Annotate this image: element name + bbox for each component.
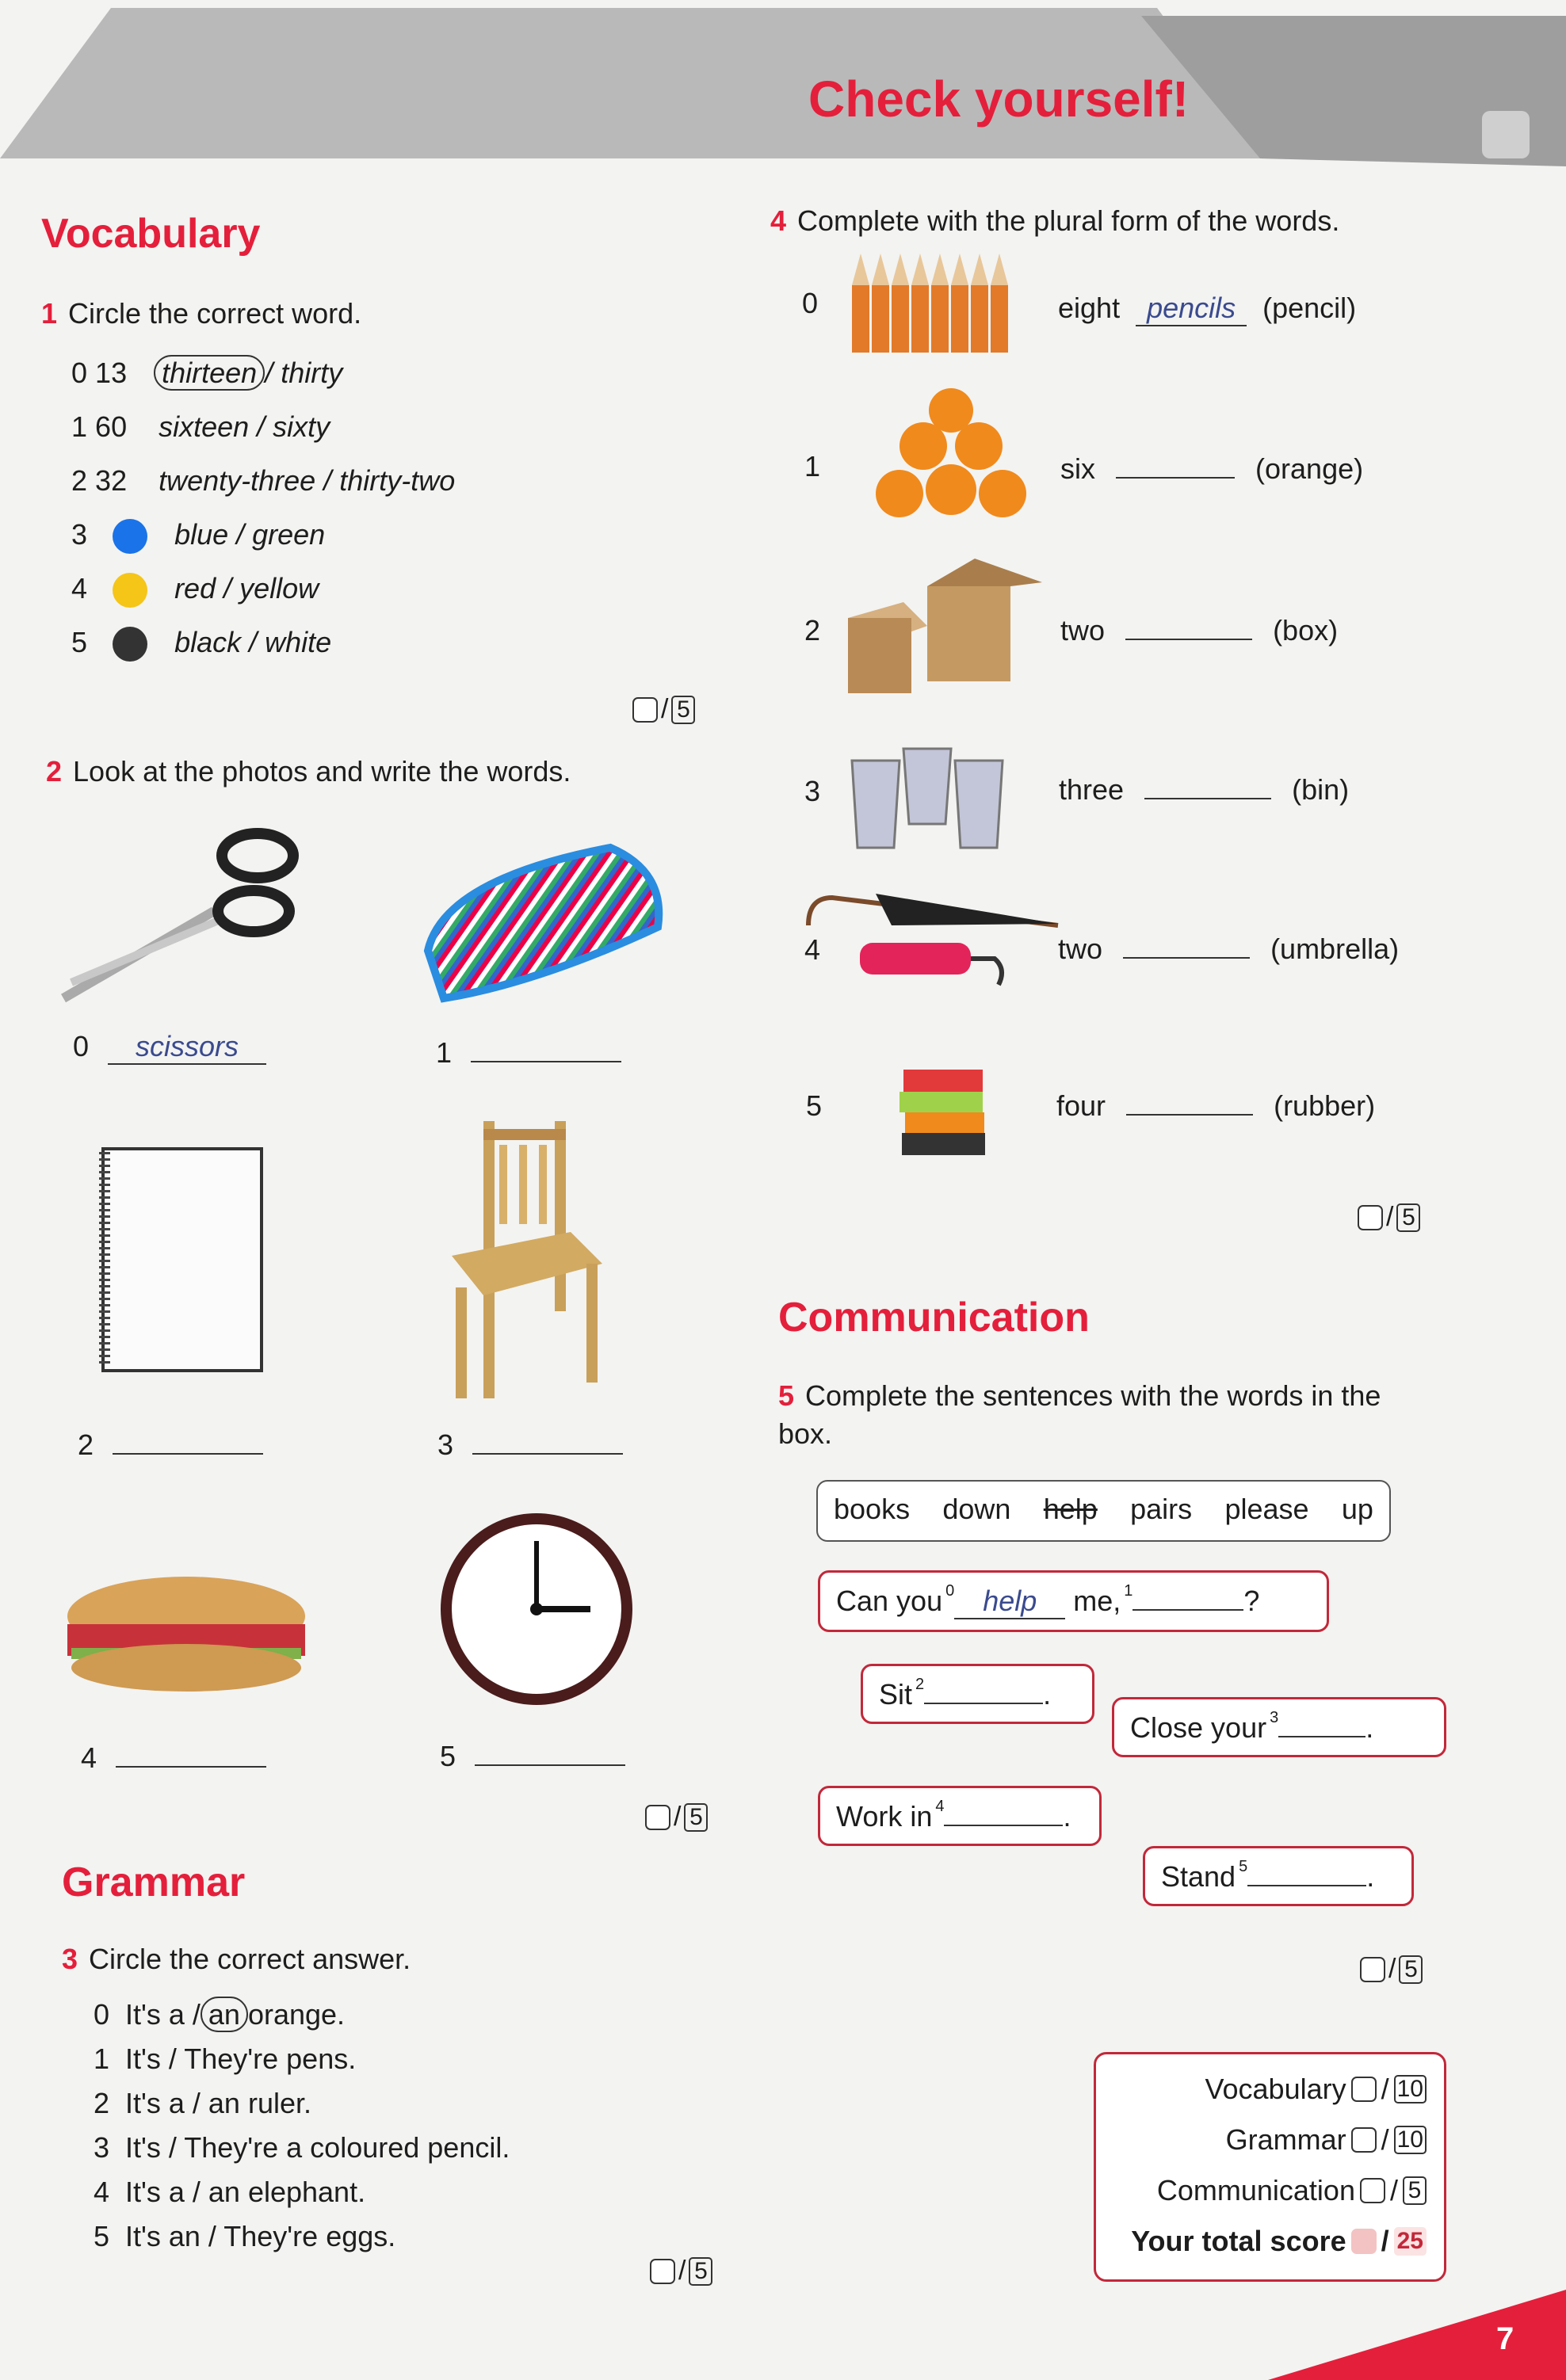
score-input[interactable] <box>632 697 658 723</box>
ex3-item-1[interactable]: 1 It's / They're pens. <box>94 2042 357 2075</box>
boxes-icon <box>840 555 1046 697</box>
rubbers-icon <box>896 1062 995 1161</box>
ex1-item-4[interactable]: 4 red / yellow <box>71 572 319 608</box>
answer-blank <box>1125 612 1252 640</box>
ex3-item-4[interactable]: 4 It's a / an elephant. <box>94 2176 366 2208</box>
ex3-item-5[interactable]: 5 It's an / They're eggs. <box>94 2220 396 2252</box>
answer-blank <box>1132 1582 1243 1611</box>
answer-blank <box>116 1739 266 1768</box>
score-input[interactable] <box>1360 2178 1385 2203</box>
clock-icon <box>440 1509 634 1711</box>
ex4-item-2-number: 2 <box>804 614 821 646</box>
total-score-input[interactable] <box>1351 2229 1377 2254</box>
ex4-item-4[interactable]: two (umbrella) <box>1058 930 1399 966</box>
answer-blank <box>944 1798 1063 1826</box>
ex3-item-0[interactable]: 0 It's a / an orange. <box>94 1998 346 2031</box>
ex4-score: / 5 <box>1358 1202 1420 1233</box>
score-summary <box>1094 2052 1446 2282</box>
answer-blank <box>472 1426 623 1455</box>
ex1-circled-answer: thirteen <box>154 355 265 391</box>
speech-bubble-2[interactable]: Sit $^2$ . <box>861 1664 1094 1724</box>
answer-blank <box>475 1737 625 1766</box>
answer-blank <box>1247 1858 1366 1886</box>
ex4-item-2[interactable]: two (box) <box>1060 612 1338 647</box>
ex4-item-3-number: 3 <box>804 775 821 807</box>
answer-blank <box>1126 1087 1253 1116</box>
speech-bubble-1[interactable]: Can you $^0$ help me, $^1$ ? <box>818 1570 1329 1632</box>
ex4-instruction: 4 Complete with the plural form of the words. <box>770 204 1340 237</box>
ex4-item-0-number: 0 <box>802 287 819 319</box>
summary-row-grammar: Grammar / 10 <box>1096 2115 1444 2165</box>
ex3-instruction: 3 Circle the correct answer. <box>62 1943 411 1975</box>
score-input[interactable] <box>645 1805 670 1830</box>
scissors-icon <box>55 824 317 1006</box>
ex1-item-5[interactable]: 5 black / white <box>71 626 331 662</box>
score-input[interactable] <box>1351 2077 1377 2102</box>
word-box: books down help pairs please up <box>816 1480 1391 1542</box>
pencils-icon <box>848 254 1014 353</box>
summary-row-communication: Communication / 5 <box>1096 2165 1444 2216</box>
score-input[interactable] <box>1351 2127 1377 2153</box>
answer-blank <box>1116 450 1235 479</box>
ex3-score: / 5 <box>650 2256 712 2287</box>
page-number: 7 <box>1496 2321 1514 2356</box>
bins-icon <box>848 745 1022 856</box>
ex4-item-3[interactable]: three (bin) <box>1059 771 1349 807</box>
umbrellas-icon <box>796 886 1070 1001</box>
pencil-case-icon <box>412 832 666 1006</box>
vocabulary-heading: Vocabulary <box>41 211 261 257</box>
speech-bubble-4[interactable]: Work in $^4$ . <box>818 1786 1102 1846</box>
ex4-item-0[interactable]: eight pencils (pencil) <box>1058 292 1356 326</box>
answer-blank <box>1144 771 1271 799</box>
ex4-item-1[interactable]: six (orange) <box>1060 450 1363 486</box>
ex1-instruction: 1 Circle the correct word. <box>41 297 362 330</box>
sandwich-icon <box>52 1569 321 1703</box>
grammar-heading: Grammar <box>62 1859 246 1905</box>
summary-row-total: Your total score / 25 <box>1096 2216 1444 2267</box>
ex2-item-0[interactable]: 0 scissors <box>73 1030 266 1065</box>
answer-blank <box>924 1676 1043 1704</box>
ex3-circled-answer: an <box>201 1997 248 2032</box>
answer-blank <box>113 1426 263 1455</box>
ex2-item-4[interactable]: 4 <box>81 1739 266 1775</box>
communication-heading: Communication <box>778 1295 1090 1341</box>
yellow-paint-splash-icon <box>113 573 147 608</box>
ex2-item-2[interactable]: 2 <box>78 1426 263 1462</box>
ex1-item-1[interactable]: 1 60 sixteen / sixty <box>71 410 330 443</box>
page-corner <box>1268 2282 1566 2380</box>
ex2-item-5[interactable]: 5 <box>440 1737 625 1773</box>
ex1-item-2[interactable]: 2 32 twenty-three / thirty-two <box>71 464 456 497</box>
oranges-icon <box>876 387 1026 533</box>
ex4-item-5-number: 5 <box>806 1089 823 1122</box>
ex5-score: / 5 <box>1360 1954 1423 1985</box>
ex4-item-1-number: 1 <box>804 450 821 482</box>
ex2-instruction: 2 Look at the photos and write the words. <box>46 755 571 788</box>
ex2-score: / 5 <box>645 1802 708 1833</box>
ex4-item-5[interactable]: four (rubber) <box>1056 1087 1375 1123</box>
ex1-item-0[interactable]: 0 13 thirteen / thirty <box>71 357 343 389</box>
answer-blank <box>471 1034 621 1062</box>
score-input[interactable] <box>650 2259 675 2284</box>
ex2-item-3[interactable]: 3 <box>437 1426 623 1462</box>
page-title: Check yourself! <box>808 71 1190 128</box>
speech-bubble-3[interactable]: Close your $^3$ . <box>1112 1697 1446 1757</box>
score-input[interactable] <box>1360 1957 1385 1982</box>
answer-blank <box>1123 930 1250 959</box>
ex1-item-3[interactable]: 3 blue / green <box>71 518 325 554</box>
ex5-instruction: 5 Complete the sentences with the words in the box. <box>778 1379 1381 1450</box>
ex3-item-2[interactable]: 2 It's a / an ruler. <box>94 2087 311 2119</box>
ex1-score: / 5 <box>632 694 695 725</box>
blue-paint-splash-icon <box>113 519 147 554</box>
summary-row-vocabulary: Vocabulary / 10 <box>1096 2064 1444 2115</box>
header-banner <box>0 0 1566 174</box>
ex2-item-1[interactable]: 1 <box>436 1034 621 1070</box>
black-paint-splash-icon <box>113 627 147 662</box>
ex3-item-3[interactable]: 3 It's / They're a coloured pencil. <box>94 2131 510 2164</box>
notebook-icon <box>87 1141 269 1379</box>
score-input[interactable] <box>1358 1205 1383 1230</box>
speech-bubble-5[interactable]: Stand $^5$ . <box>1143 1846 1414 1906</box>
ex4-item-4-number: 4 <box>804 933 821 966</box>
answer-blank <box>1278 1709 1365 1737</box>
chair-icon <box>436 1113 610 1406</box>
